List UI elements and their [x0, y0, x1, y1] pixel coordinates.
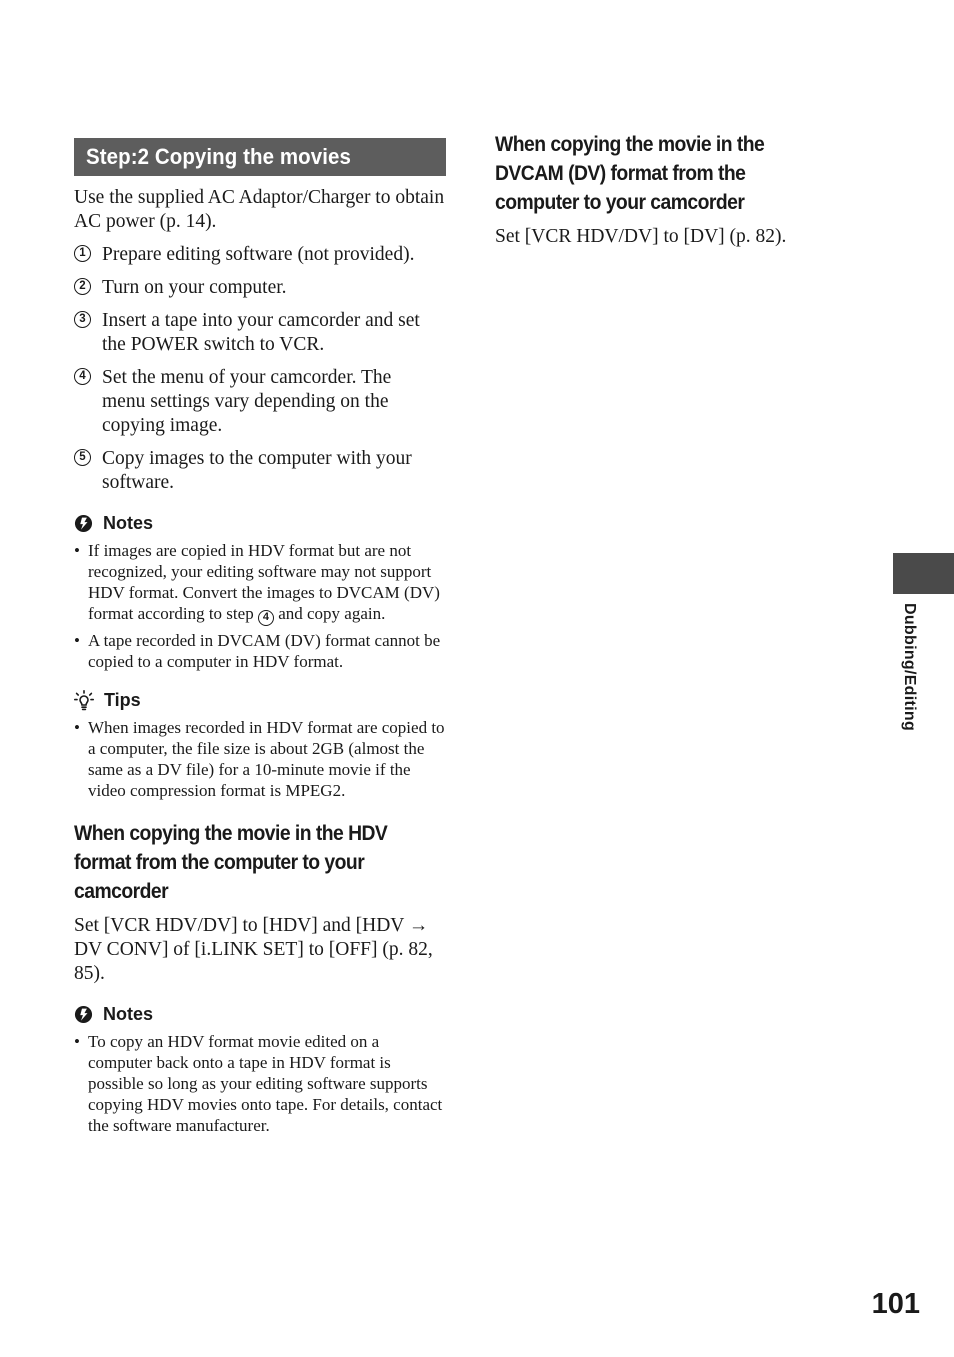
notes-list — [74, 540, 446, 672]
step-heading: Step:2 Copying the movies — [86, 144, 351, 169]
lightbulb-icon — [74, 690, 94, 711]
step-item — [74, 276, 446, 300]
step-text: Insert a tape into your camcorder and set the POWER switch to VCR. — [102, 310, 420, 355]
circled-number-1: 1 — [74, 245, 91, 262]
note-text: If images are copied in HDV format but are not recognized, your editing software may not support HDV format. Convert the images to DVCAM (DV) format according to step — [88, 541, 440, 623]
step-text: Prepare editing software (not provided). — [102, 244, 415, 265]
tips-heading — [74, 690, 446, 711]
right-column — [495, 130, 825, 249]
step-text: Turn on your computer. — [102, 277, 287, 298]
circled-number-4: 4 — [74, 368, 91, 385]
step-heading-bar — [74, 138, 446, 176]
section-side-label: Dubbing/Editing — [901, 603, 918, 732]
step-text: Set the menu of your camcorder. The menu settings vary depending on the copying image. — [102, 367, 392, 436]
notes-label: Notes — [103, 513, 154, 533]
hdv-copy-text: Set [VCR HDV/DV] to [HDV] and [HDV → DV CONV] of [i.LINK SET] to [OFF] (p. 82, 85). — [74, 914, 433, 984]
dv-copy-text: Set [VCR HDV/DV] to [DV] (p. 82). — [495, 226, 787, 247]
notes-label: Notes — [103, 1003, 154, 1024]
hdv-copy-heading: When copying the movie in the HDV format from the computer to your camcorder — [74, 820, 388, 903]
notes-heading-2 — [74, 1004, 446, 1025]
tips-list — [74, 717, 446, 801]
notes-icon — [74, 1005, 93, 1024]
step-item — [74, 243, 446, 267]
note-text: and copy again. — [273, 604, 386, 623]
tips-label: Tips — [104, 689, 141, 710]
note-item — [74, 540, 446, 626]
note-item: • A tape recorded in DVCAM (DV) format cannot be copied to a computer in HDV format. — [74, 630, 446, 672]
circled-number-4-ref: 4 — [258, 610, 274, 626]
tip-item: • When images recorded in HDV format are copied to a computer, the file size is about 2GB (almost the same as a DV file) for a 10-minute movie if the video compression format is MPEG2. — [74, 717, 446, 801]
circled-number-2: 2 — [74, 278, 91, 295]
page-number: 101 — [871, 1288, 920, 1320]
note-item: • To copy an HDV format movie edited on a computer back onto a tape in HDV format is possible so long as your editing software supports copying HDV movies onto tape. For details, contact the software manufacturer. — [74, 1031, 446, 1136]
intro-text: Use the supplied AC Adaptor/Charger to obtain AC power (p. 14). — [74, 187, 445, 232]
step-item — [74, 309, 446, 357]
notes-icon — [74, 514, 93, 533]
dv-copy-heading: When copying the movie in the DVCAM (DV) format from the computer to your camcorder — [495, 132, 765, 214]
step-text: Copy images to the computer with your software. — [102, 448, 412, 493]
step-item — [74, 366, 446, 438]
section-tab-marker — [893, 553, 954, 594]
notes-heading — [74, 513, 446, 534]
notes-list-2 — [74, 1031, 446, 1136]
step-item — [74, 447, 446, 495]
left-column — [74, 138, 446, 1140]
circled-number-3: 3 — [74, 311, 91, 328]
step-list — [74, 243, 446, 495]
circled-number-5: 5 — [74, 449, 91, 466]
